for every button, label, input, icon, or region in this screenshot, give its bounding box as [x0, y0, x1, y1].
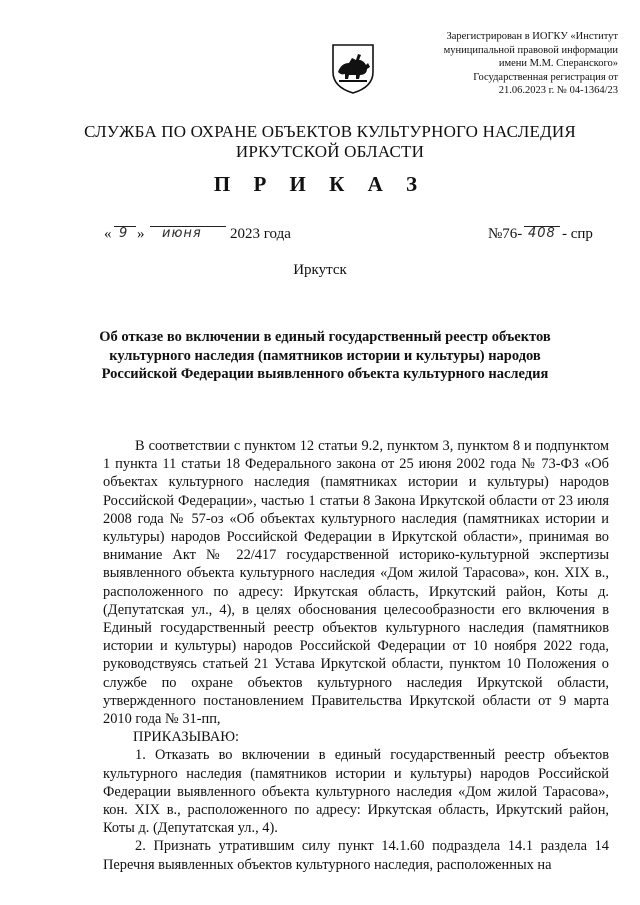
order-number-prefix: №76-: [488, 226, 523, 242]
order-body: [103, 437, 609, 874]
coat-of-arms-icon: [330, 42, 376, 94]
registration-line: 21.06.2023 г. № 04-1364/23: [498, 85, 618, 96]
date-close-quote: »: [137, 226, 145, 242]
order-subject: [90, 328, 560, 384]
agency-line: ИРКУТСКОЙ ОБЛАСТИ: [235, 142, 425, 161]
order-item: 1. Отказать во включении в единый государственный реестр объектов культурного наследия (памятников истории и культуры) народов Российской Федерации выявленного объекта культурного наследия «Дом жилой Тарасова», кон. XIX в., расположенного по адресу: Иркутская область, Иркутский район, Коты д. (Депутатская ул., 4).: [103, 747, 609, 837]
agency-name: [60, 122, 600, 162]
subject-line: Российской Федерации выявленного объекта культурного наследия: [101, 366, 549, 382]
registration-line: Зарегистрирован в ИОГКУ «Институт: [446, 31, 618, 42]
date-year: 2023 года: [230, 226, 291, 242]
subject-line: Об отказе во включении в единый государственный реестр объектов: [99, 329, 551, 345]
date-day-handwritten: 9: [119, 226, 129, 241]
order-word: ПРИКАЗЫВАЮ:: [133, 729, 240, 746]
registration-line: Государственная регистрация от: [473, 71, 618, 83]
city: Иркутск: [293, 262, 347, 278]
preamble-paragraph: В соответствии с пунктом 12 статьи 9.2, пунктом 3, пунктом 8 и подпунктом 1 пункта 11 статьи 18 Федерального закона от 25 июня 2002 года № 73-ФЗ «Об объектах культурного наследия (памятниках истории и культуры) народов Российской Федерации», частью 1 статьи 8 Закона Иркутской области от 23 июля 2008 года № 57-оз «Об объектах культурного наследия (памятниках истории и культуры) народов Российской Федерации в Иркутской области», принимая во внимание Акт № 22/417 государственной историко-культурной экспертизы выявленного объекта культурного наследия «Дом жилой Тарасова», кон. XIX в., расположенного по адресу: Иркутская область, Иркутский район, Коты д. (Депутатская ул., 4), в целях обоснования целесообразности его включения в Единый государственный реестр объектов культурного наследия (памятников истории и культуры) народов Российской Федерации от 10 ноября 2022 года, руководствуясь статьей 21 Устава Иркутской области, пунктом 10 Положения о службе по охране объектов культурного наследия Иркутской области, утвержденного постановлением Правительства Иркутской области от 9 марта 2010 года № 31-пп,: [103, 438, 609, 728]
order-item: 2. Признать утратившим силу пункт 14.1.60 подраздела 14.1 раздела 14 Перечня выявленных объектов культурного наследия, расположенных на: [103, 838, 609, 873]
date-number-line: [104, 222, 593, 246]
date-open-quote: «: [104, 226, 112, 242]
date-month-handwritten: июня: [162, 226, 202, 241]
agency-line: СЛУЖБА ПО ОХРАНЕ ОБЪЕКТОВ КУЛЬТУРНОГО НАСЛЕДИЯ: [84, 122, 576, 141]
subject-line: культурного наследия (памятников истории и культуры) народов: [109, 347, 541, 364]
document-type-title: П Р И К А З: [213, 172, 427, 196]
order-number-suffix: - спр: [562, 226, 593, 242]
registration-stamp: [408, 30, 618, 98]
registration-line: муниципальной правовой информации: [443, 44, 618, 56]
order-number-handwritten: 408: [528, 226, 556, 241]
registration-line: имени М.М. Сперанского»: [498, 58, 618, 69]
